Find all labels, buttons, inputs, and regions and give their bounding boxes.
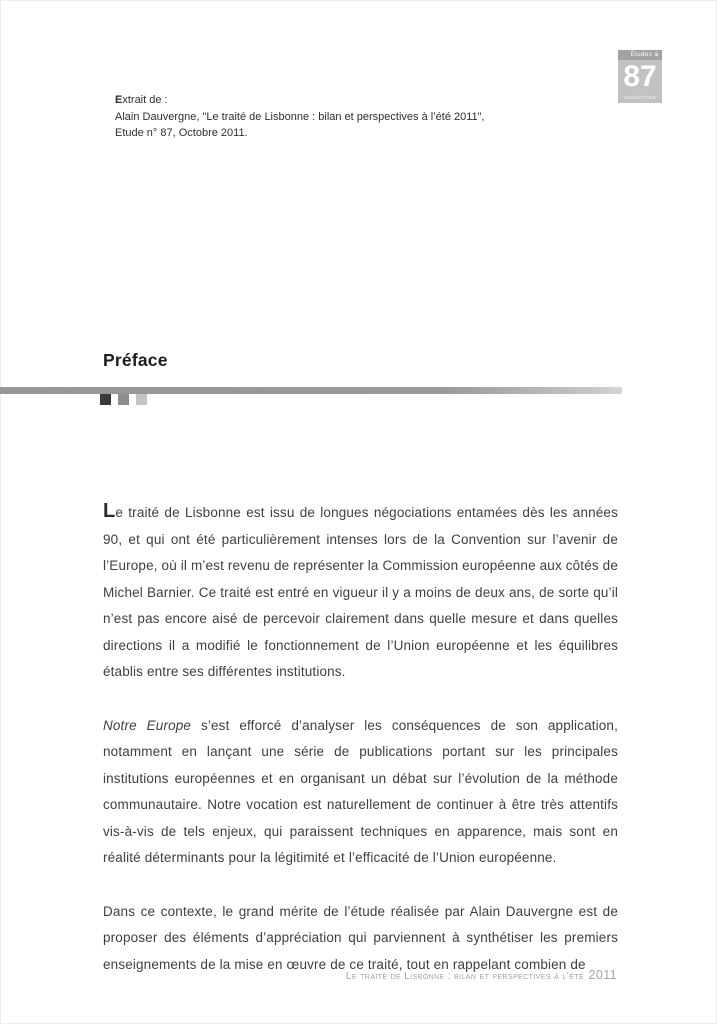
divider-square-light xyxy=(136,394,147,405)
citation-line-1: Extrait de : xyxy=(115,94,168,106)
footer-title-text: Le traité de Lisbonne : bilan et perspectives à l’été xyxy=(345,971,585,982)
paragraph-1-text: e traité de Lisbonne est issu de longues négociations entamées dès les années 90, et qui ont été particulièrement intenses lors de la Convention sur l’avenir de l’Europe, où il m’est revenu de représenter la Commission européenne aux côtés de Michel Barnier. Ce traité est entré en vigueur il y a moins de deux ans, de sorte qu’il n’est pas encore aisé de percevoir clairement dans quelle mesure et dans quelles directions il a modifié le fonctionnement de l’Union européenne et les équilibres établis entre ses différentes institutions. xyxy=(103,505,618,679)
divider-square-medium xyxy=(118,394,129,405)
badge-series-label: Études & xyxy=(618,50,662,60)
citation-block xyxy=(115,92,485,142)
section-divider-bar xyxy=(0,387,622,394)
paragraph-2-italic-lead: Notre Europe xyxy=(103,717,192,733)
paragraph-3-text: Dans ce contexte, le grand mérite de l’étude réalisée par Alain Dauvergne est de proposer des éléments d’appréciation qui parviennent à synthétiser les premiers enseignements de la mise en œuvre de ce traité, tout en rappelant combien de xyxy=(103,903,618,972)
body-text xyxy=(103,498,618,1005)
footer-running-title xyxy=(346,966,617,984)
badge-sub-label: recherches xyxy=(618,94,662,103)
citation-line-2: Alain Dauvergne, "Le traité de Lisbonne : bilan et perspectives à l’été 2011", xyxy=(115,110,485,123)
body-paragraph-2 xyxy=(103,713,618,872)
initial-capital: L xyxy=(103,500,116,522)
divider-square-dark xyxy=(100,394,111,405)
footer-year: 2011 xyxy=(588,968,617,982)
page-title: Préface xyxy=(103,350,168,370)
badge-number: 87 xyxy=(618,60,662,94)
body-paragraph-1 xyxy=(103,498,618,686)
paragraph-2-text: s’est efforcé d’analyser les conséquences de son application, notamment en lançant une série de publications portant sur les principales institutions européennes et en organisant un débat sur l’évolution de la méthode communautaire. Notre vocation est naturellement de continuer à être très attentifs vis-à-vis de tels enjeux, qui paraissent techniques en apparence, mais sont en réalité déterminants pour la légitimité et l’efficacité de l’Union européenne. xyxy=(103,717,618,865)
divider-squares xyxy=(100,394,147,405)
citation-line-3: Etude n° 87, Octobre 2011. xyxy=(115,127,248,139)
series-badge xyxy=(618,50,662,103)
